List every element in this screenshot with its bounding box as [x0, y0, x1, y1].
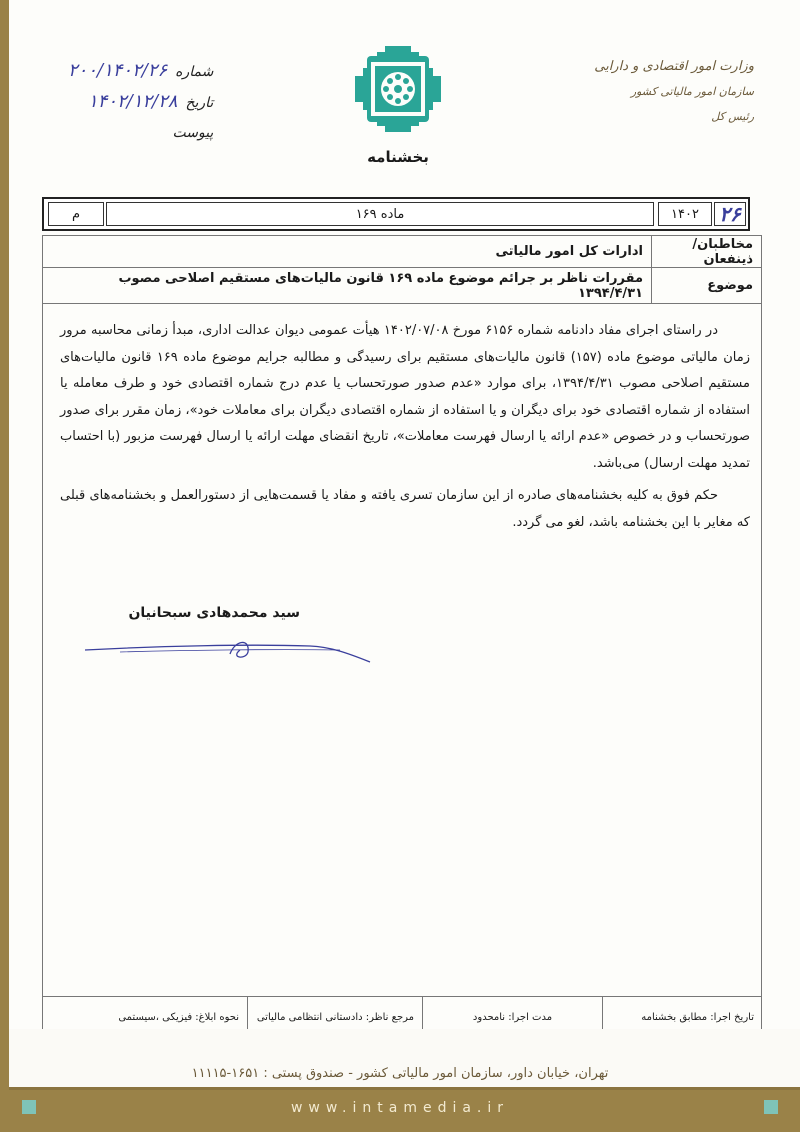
date-label: تاریخ [185, 95, 214, 111]
ministry-title: وزارت امور اقتصادی و دارایی [594, 59, 754, 74]
document-type-title: بخشنامه [367, 148, 429, 166]
website-link[interactable]: www.intamedia.ir [290, 1100, 510, 1116]
addressees-label: مخاطبان/ ذینفعان [651, 236, 761, 267]
addressees-value: ادارات کل امور مالیاتی [495, 244, 643, 259]
subject-label: موضوع [651, 268, 761, 303]
attachment-label: پیوست [172, 125, 214, 141]
letter-number: ۲۰۰/۱۴۰۲/۲۶ [68, 60, 168, 81]
supervising-authority: مرجع ناظر: دادستانی انتظامی مالیاتی [247, 997, 422, 1038]
body-paragraph-2: حکم فوق به کلیه بخشنامه‌های صادره از این سازمان تسری یافته و مفاد یا قسمت‌هایی از دستورالعمل و بخشنامه‌های قبلی که مغایر با این بخشنامه باشد، لغو می گردد. [60, 488, 750, 530]
execution-date: تاریخ اجرا: مطابق بخشنامه [602, 997, 762, 1038]
addressees-row [43, 236, 761, 268]
signature-mark [80, 632, 380, 672]
subject-value: مقررات ناظر بر جرائم موضوع ماده ۱۶۹ قانون مالیات‌های مستقیم اصلاحی مصوب ۱۳۹۴/۴/۳۱ [118, 270, 643, 301]
letter-reference-block [68, 56, 213, 148]
organization-title: سازمان امور مالیاتی کشور [630, 85, 754, 98]
role-title: رئیس کل [711, 110, 754, 123]
year-cell: ۱۴۰۲ [658, 202, 712, 226]
signatory-name: سید محمدهادی سبحانیان [128, 605, 300, 621]
execution-duration: مدت اجرا: نامحدود [422, 997, 602, 1038]
code-cell: م [48, 202, 104, 226]
letterhead-ministry [594, 54, 754, 129]
circular-number-row [42, 197, 750, 231]
subject-row [43, 268, 761, 304]
article-cell: ماده ۱۶۹ [106, 202, 654, 226]
circular-body [60, 318, 750, 542]
notification-method: نحوه ابلاغ: فیزیکی ،سیستمی [118, 1012, 239, 1023]
page-frame-left [0, 0, 9, 1132]
letter-date: ۱۴۰۲/۱۲/۲۸ [87, 91, 178, 112]
circular-number-cell: ۲۶ [714, 202, 746, 226]
tax-organization-logo [355, 46, 441, 132]
number-label: شماره [175, 64, 214, 80]
postal-address: تهران، خیابان داور، سازمان امور مالیاتی کشور - صندوق پستی : ۱۶۵۱-۱۱۱۱۵ [191, 1066, 609, 1081]
body-paragraph-1: در راستای اجرای مفاد دادنامه شماره ۶۱۵۶ مورخ ۱۴۰۲/۰۷/۰۸ هیأت عمومی دیوان عدالت اداری، مبدأ زمانی محاسبه مرور زمان مالیاتی موضوع ماده (۱۵۷) قانون مالیات‌های مستقیم برای رسیدگی و مطالبه جرایم موضوع ماده ۱۶۹ قانون مالیات‌های مستقیم اصلاحی مصوب ۱۳۹۴/۴/۳۱، برای موارد «عدم صدور صورتحساب یا عدم درج شماره اقتصادی خود و طرف معامله یا استفاده از شماره اقتصادی خود برای دیگران و یا استفاده از شماره اقتصادی دیگران برای معاملات خود»، زمان مقرر برای صدور صورتحساب و در خصوص «عدم ارائه یا ارسال فهرست معاملات»، تاریخ انقضای مهلت ارائه یا ارسال فهرست مزبور (با احتساب تمدید مهلت ارسال) می‌باشد. [60, 323, 750, 471]
